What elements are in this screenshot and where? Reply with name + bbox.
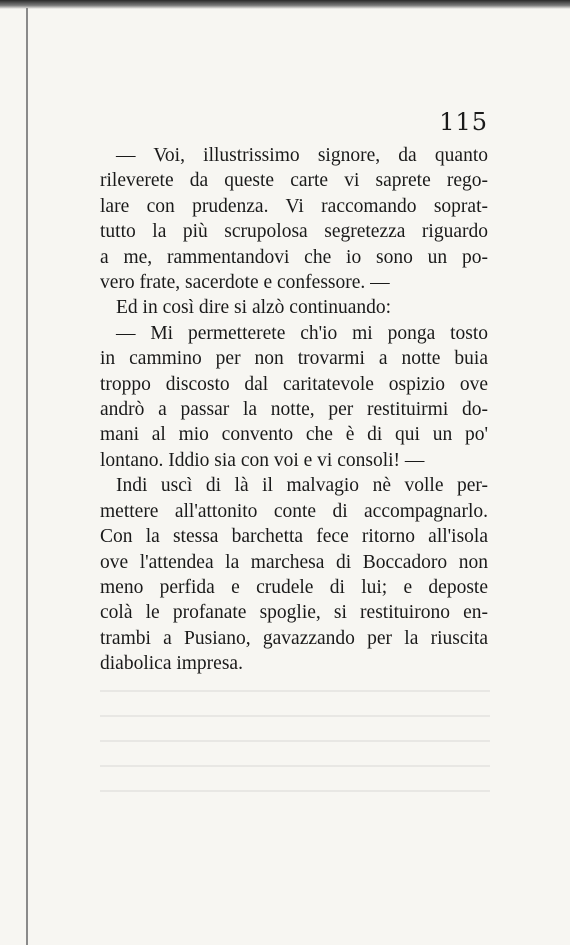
text-line: a me, rammentandovi che io sono un po-: [100, 246, 488, 268]
body-text: [100, 143, 488, 677]
page-binding-edge: [26, 8, 28, 945]
text-line: meno perfida e crudele di lui; e deposte: [100, 576, 488, 598]
text-line: Con la stessa barchetta fece ritorno all'isola: [100, 526, 488, 548]
show-through-bleed: [100, 690, 490, 810]
text-line: in cammino per non trovarmi a notte buia: [100, 348, 488, 370]
page-top-edge: [0, 0, 570, 9]
text-line: — Voi, illustrissimo signore, da quanto: [116, 145, 488, 166]
text-line: lontano. Iddio sia con voi e vi consoli! —: [100, 449, 425, 471]
text-line: troppo discosto dal caritatevole ospizio ove: [100, 373, 488, 395]
text-line: tutto la più scrupolosa segretezza riguardo: [100, 221, 488, 243]
text-line: vero frate, sacerdote e confessore. —: [100, 272, 390, 294]
text-line: mani al mio convento che è di qui un po': [100, 424, 488, 446]
text-line: Indi uscì di là il malvagio nè volle per-: [116, 475, 488, 497]
text-line: mettere all'attonito conte di accompagnarlo.: [100, 500, 488, 522]
text-line: trambi a Pusiano, gavazzando per la riuscita: [100, 627, 488, 649]
text-line: colà le profanate spoglie, si restituirono en-: [100, 602, 488, 624]
text-line: — Mi permetterete ch'io mi ponga tosto: [116, 322, 488, 344]
text-line: lare con prudenza. Vi raccomando soprat-: [100, 195, 488, 217]
text-line: andrò a passar la notte, per restituirmi do-: [100, 399, 488, 421]
page-number: 115: [439, 108, 488, 136]
text-line: rileverete da queste carte vi saprete rego-: [100, 170, 488, 192]
text-line: diabolica impresa.: [100, 653, 243, 675]
text-line: Ed in così dire si alzò continuando:: [116, 297, 392, 319]
text-line: ove l'attendea la marchesa di Boccadoro non: [100, 551, 488, 573]
